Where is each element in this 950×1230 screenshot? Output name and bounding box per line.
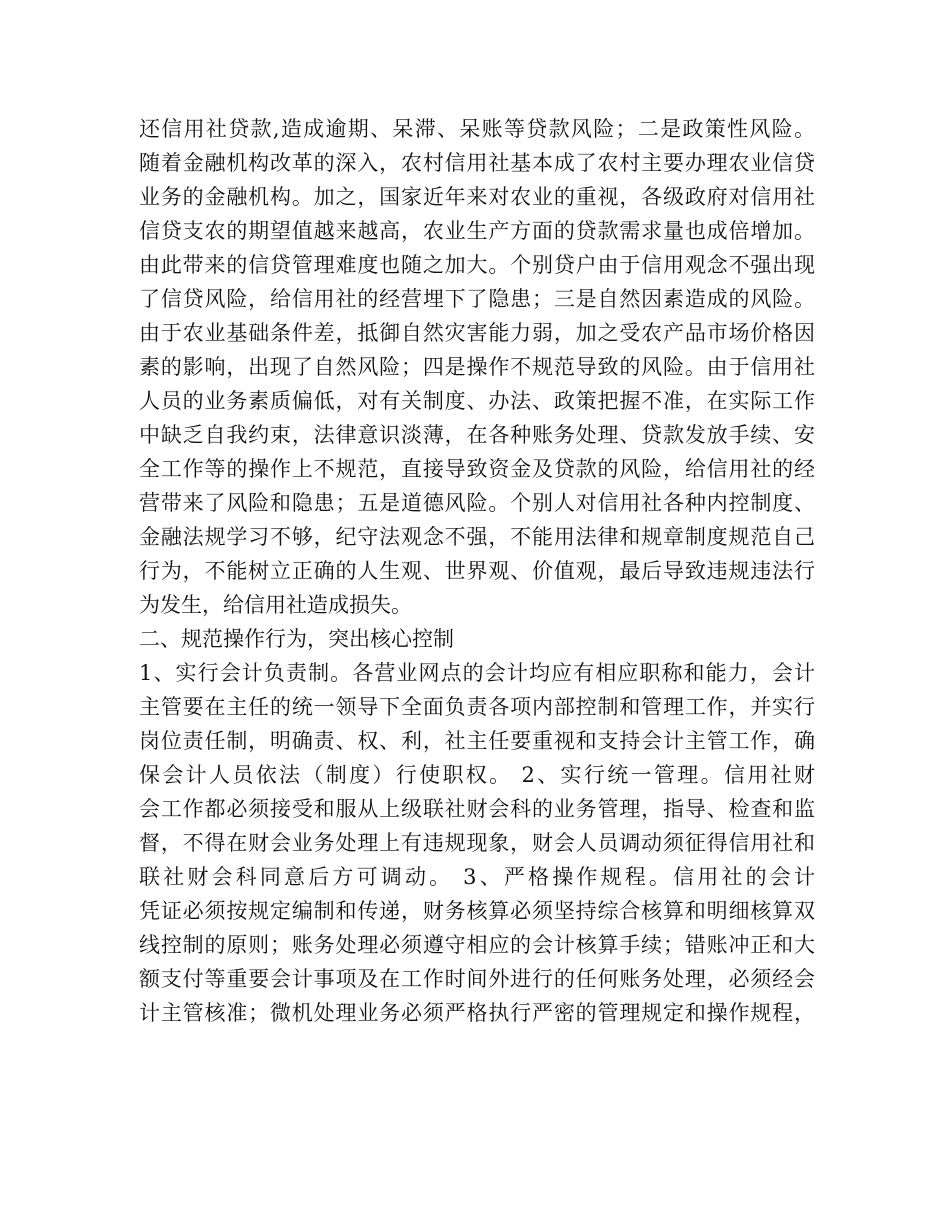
text-line: 营带来了风险和隐患；五是道德风险。个别人对信用社各种内控制度、	[139, 491, 815, 515]
text-line: 线控制的原则；账务处理必须遵守相应的会计核算手续；错账冲正和大	[139, 933, 815, 957]
text-line: 行为，不能树立正确的人生观、世界观、价值观，最后导致违规违法行	[139, 559, 815, 583]
text-line: 会工作都必须接受和服从上级联社财会科的业务管理，指导、检查和监	[139, 797, 815, 821]
text-line: 金融法规学习不够，纪守法观念不强，不能用法律和规章制度规范自己	[139, 525, 815, 549]
text-line: 主管要在主任的统一领导下全面负责各项内部控制和管理工作，并实行	[139, 695, 815, 719]
text-line: 督，不得在财会业务处理上有违规现象，财会人员调动须征得信用社和	[139, 831, 815, 855]
text-line: 中缺乏自我约束，法律意识淡薄，在各种账务处理、贷款发放手续、安	[139, 423, 815, 447]
text-line: 岗位责任制，明确责、权、利，社主任要重视和支持会计主管工作，确	[139, 729, 815, 753]
text-line: 人员的业务素质偏低，对有关制度、办法、政策把握不准，在实际工作	[139, 389, 815, 413]
text-line: 保会计人员依法（制度）行使职权。 2、实行统一管理。信用社财	[139, 763, 815, 787]
text-line: 还信用社贷款,造成逾期、呆滞、呆账等贷款风险；二是政策性风险。	[139, 117, 815, 141]
text-line: 为发生，给信用社造成损失。	[139, 593, 412, 617]
text-line: 二、规范操作行为，突出核心控制	[139, 627, 454, 651]
text-line: 由此带来的信贷管理难度也随之加大。个别贷户由于信用观念不强出现	[139, 253, 815, 277]
text-line: 计主管核准；微机处理业务必须严格执行严密的管理规定和操作规程，	[139, 1001, 815, 1025]
text-line: 随着金融机构改革的深入，农村信用社基本成了农村主要办理农业信贷	[139, 151, 815, 175]
text-line: 素的影响，出现了自然风险；四是操作不规范导致的风险。由于信用社	[139, 355, 815, 379]
text-line: 信贷支农的期望值越来越高，农业生产方面的贷款需求量也成倍增加。	[139, 219, 815, 243]
text-line: 凭证必须按规定编制和传递，财务核算必须坚持综合核算和明细核算双	[139, 899, 815, 923]
text-line: 由于农业基础条件差，抵御自然灾害能力弱，加之受农产品市场价格因	[139, 321, 815, 345]
text-line: 全工作等的操作上不规范，直接导致资金及贷款的风险，给信用社的经	[139, 457, 815, 481]
text-line: 业务的金融机构。加之，国家近年来对农业的重视，各级政府对信用社	[139, 185, 815, 209]
text-line: 了信贷风险，给信用社的经营埋下了隐患；三是自然因素造成的风险。	[139, 287, 815, 311]
text-line: 联社财会科同意后方可调动。 3、严格操作规程。信用社的会计	[139, 865, 815, 889]
document-body	[139, 112, 815, 1030]
text-line: 1、实行会计负责制。各营业网点的会计均应有相应职称和能力，会计	[139, 661, 815, 685]
text-line: 额支付等重要会计事项及在工作时间外进行的任何账务处理，必须经会	[139, 967, 815, 991]
